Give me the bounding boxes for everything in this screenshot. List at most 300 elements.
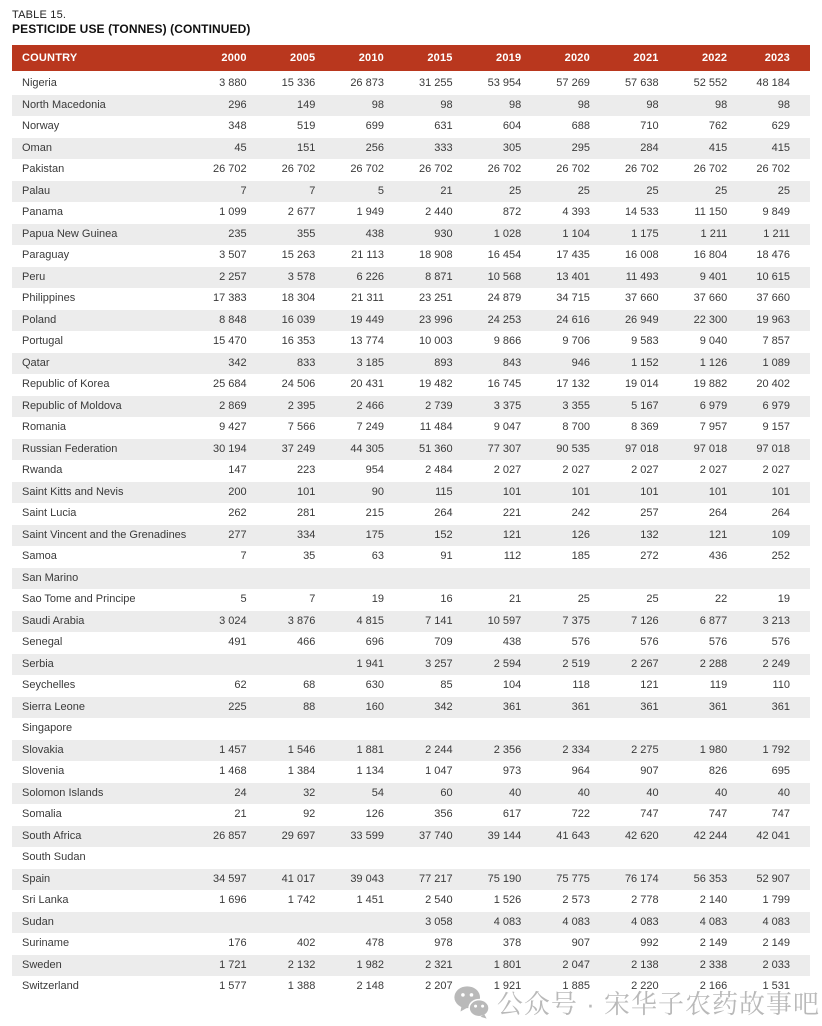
country-cell: Russian Federation (22, 442, 118, 455)
value-cell: 37 660 (693, 292, 728, 304)
value-cell: 97 018 (624, 442, 659, 455)
table-row (12, 697, 810, 719)
value-cell: 57 269 (556, 77, 590, 89)
value-cell: 2 540 (425, 894, 453, 906)
value-cell: 355 (296, 227, 316, 240)
country-cell: Saint Vincent and the Grenadines (22, 528, 187, 541)
value-cell: 1 468 (219, 765, 247, 777)
value-cell: 2 334 (562, 743, 590, 756)
value-cell: 11 484 (419, 421, 453, 433)
value-cell: 257 (640, 507, 659, 519)
value-cell: 147 (228, 464, 247, 476)
value-cell: 16 804 (693, 249, 728, 261)
table-row (12, 611, 810, 633)
value-cell: 8 700 (562, 421, 590, 433)
value-cell: 13 774 (350, 335, 384, 347)
value-cell: 57 638 (624, 77, 659, 89)
value-cell: 21 (440, 184, 453, 197)
value-cell (741, 568, 810, 590)
value-cell: 30 194 (213, 442, 247, 455)
value-cell (467, 718, 536, 740)
country-cell: Palau (22, 184, 51, 197)
country-cell: San Marino (22, 571, 79, 584)
value-cell: 26 702 (350, 163, 384, 175)
country-cell: Republic of Moldova (22, 399, 122, 412)
value-cell: 56 353 (693, 872, 728, 885)
value-cell: 1 104 (562, 227, 590, 240)
value-cell: 39 144 (487, 829, 522, 842)
table-row (12, 654, 810, 676)
value-cell: 7 141 (425, 614, 453, 627)
value-cell (673, 568, 742, 590)
value-cell: 26 857 (213, 829, 247, 842)
value-cell: 88 (303, 700, 316, 713)
value-cell: 110 (772, 679, 790, 691)
value-cell: 7 (309, 184, 316, 197)
value-cell: 42 244 (693, 829, 728, 842)
value-cell: 7 (240, 550, 247, 562)
value-cell: 4 083 (762, 915, 790, 928)
value-cell: 1 531 (762, 980, 790, 992)
value-cell: 833 (296, 356, 316, 369)
value-cell: 40 (577, 786, 590, 799)
table-body (12, 72, 810, 998)
value-cell: 747 (640, 808, 659, 820)
value-cell: 519 (296, 120, 316, 132)
value-cell: 53 954 (487, 77, 522, 89)
value-cell: 2 148 (356, 980, 384, 992)
country-cell: Panama (22, 206, 63, 218)
value-cell: 295 (571, 141, 590, 154)
table-row (12, 417, 810, 439)
value-cell: 40 (777, 786, 790, 799)
value-cell: 26 873 (350, 77, 384, 89)
value-cell: 1 134 (356, 765, 384, 777)
value-cell: 101 (296, 485, 316, 498)
country-cell: Oman (22, 141, 52, 154)
table-row (12, 933, 810, 955)
value-cell: 22 300 (693, 313, 728, 326)
value-cell: 40 (715, 786, 728, 799)
country-cell: Somalia (22, 808, 62, 820)
value-cell (673, 718, 742, 740)
value-cell: 39 043 (350, 872, 384, 885)
value-cell (329, 847, 398, 869)
country-cell: Serbia (22, 657, 54, 670)
value-cell: 19 482 (418, 378, 453, 390)
country-cell: Slovenia (22, 765, 65, 777)
country-cell: Paraguay (22, 249, 70, 261)
value-cell: 378 (502, 937, 522, 949)
value-cell: 1 885 (562, 980, 590, 992)
value-cell: 2 220 (631, 980, 659, 992)
value-cell: 710 (640, 120, 659, 132)
value-cell: 1 941 (356, 657, 384, 670)
value-cell: 98 (509, 98, 522, 111)
value-cell: 13 401 (556, 270, 590, 283)
column-header-year: 2019 (467, 45, 536, 72)
value-cell: 54 (371, 786, 384, 799)
value-cell: 8 848 (219, 313, 247, 326)
value-cell: 19 (777, 593, 790, 605)
value-cell: 2 519 (562, 657, 590, 670)
value-cell: 25 684 (213, 378, 247, 390)
country-cell: Solomon Islands (22, 786, 104, 799)
value-cell: 26 702 (624, 163, 659, 175)
value-cell: 225 (228, 700, 247, 713)
value-cell (192, 847, 261, 869)
value-cell: 11 493 (625, 270, 659, 283)
table-row (12, 310, 810, 332)
value-cell: 26 702 (418, 163, 453, 175)
column-header-year: 2020 (535, 45, 604, 72)
value-cell: 25 (777, 184, 790, 197)
table-row (12, 783, 810, 805)
table-row (12, 740, 810, 762)
table-row (12, 955, 810, 977)
table-row (12, 912, 810, 934)
value-cell: 15 470 (213, 335, 247, 347)
table-row (12, 72, 810, 95)
value-cell: 1 799 (762, 894, 790, 906)
value-cell: 90 535 (556, 442, 590, 455)
value-cell: 185 (571, 550, 590, 562)
value-cell: 10 003 (418, 335, 453, 347)
value-cell: 826 (708, 765, 728, 777)
value-cell: 152 (434, 528, 453, 541)
value-cell: 2 321 (425, 958, 453, 971)
value-cell: 361 (640, 700, 659, 713)
value-cell: 930 (434, 227, 453, 240)
value-cell: 992 (640, 937, 659, 949)
table-row (12, 568, 810, 590)
value-cell: 16 039 (281, 313, 316, 326)
value-cell: 18 908 (418, 249, 453, 261)
table-row (12, 331, 810, 353)
value-cell: 242 (571, 507, 590, 519)
value-cell: 3 185 (356, 356, 384, 369)
value-cell: 15 263 (281, 249, 316, 261)
value-cell: 2 440 (425, 206, 453, 218)
value-cell: 98 (371, 98, 384, 111)
value-cell: 342 (228, 356, 247, 369)
country-cell: Sierra Leone (22, 700, 85, 713)
value-cell: 21 (509, 593, 522, 605)
value-cell: 16 353 (281, 335, 316, 347)
value-cell: 277 (228, 528, 247, 541)
value-cell: 3 876 (287, 614, 316, 627)
value-cell: 19 963 (756, 313, 790, 326)
value-cell (467, 847, 536, 869)
value-cell: 1 384 (287, 765, 316, 777)
value-cell: 2 484 (425, 464, 453, 476)
table-row (12, 847, 810, 869)
column-header-year: 2010 (329, 45, 398, 72)
value-cell: 9 706 (562, 335, 590, 347)
value-cell: 7 (309, 593, 316, 605)
value-cell: 361 (571, 700, 590, 713)
value-cell (261, 654, 330, 676)
value-cell: 200 (228, 485, 247, 498)
value-cell: 973 (502, 765, 522, 777)
value-cell: 126 (365, 808, 384, 820)
value-cell: 25 (577, 593, 590, 605)
value-cell: 98 (440, 98, 453, 111)
value-cell: 491 (228, 636, 247, 648)
value-cell: 2 149 (762, 937, 790, 949)
value-cell: 978 (434, 937, 453, 949)
value-cell: 20 402 (756, 378, 790, 390)
value-cell: 235 (228, 227, 247, 240)
value-cell: 35 (303, 550, 316, 562)
value-cell: 264 (771, 507, 790, 519)
country-cell: Portugal (22, 335, 63, 347)
value-cell: 2 027 (631, 464, 659, 476)
country-cell: Sao Tome and Principe (22, 593, 136, 605)
value-cell: 722 (571, 808, 590, 820)
value-cell: 907 (571, 937, 590, 949)
value-cell: 75 190 (487, 872, 522, 885)
table-row (12, 439, 810, 461)
country-cell: Romania (22, 421, 67, 433)
value-cell: 34 597 (213, 872, 247, 885)
country-cell: Pakistan (22, 163, 65, 175)
value-cell: 1 949 (356, 206, 384, 218)
value-cell: 32 (303, 786, 316, 799)
value-cell: 893 (434, 356, 453, 369)
country-cell: Sudan (22, 915, 54, 928)
column-header-year: 2021 (604, 45, 673, 72)
value-cell: 709 (434, 636, 453, 648)
value-cell: 19 449 (350, 313, 384, 326)
table-row (12, 632, 810, 654)
table-row (12, 546, 810, 568)
value-cell: 7 (240, 184, 247, 197)
value-cell: 2 140 (699, 894, 728, 906)
title-block (12, 8, 810, 36)
value-cell: 361 (502, 700, 522, 713)
value-cell: 9 047 (493, 421, 522, 433)
value-cell (329, 912, 398, 934)
value-cell: 45 (234, 141, 247, 154)
value-cell: 51 360 (418, 442, 453, 455)
value-cell: 272 (640, 550, 659, 562)
value-cell: 9 427 (219, 421, 247, 433)
table-row (12, 482, 810, 504)
value-cell: 26 702 (487, 163, 522, 175)
value-cell (604, 847, 673, 869)
value-cell: 19 014 (624, 378, 659, 390)
country-cell: Norway (22, 120, 60, 132)
value-cell: 2 573 (562, 894, 590, 906)
value-cell: 17 132 (556, 378, 590, 390)
value-cell: 18 476 (756, 249, 790, 261)
country-cell: Qatar (22, 356, 50, 369)
value-cell: 5 (240, 593, 247, 605)
value-cell: 9 583 (631, 335, 659, 347)
value-cell: 631 (434, 120, 453, 132)
value-cell: 2 869 (219, 399, 247, 412)
value-cell: 62 (234, 679, 247, 691)
value-cell: 9 157 (762, 421, 790, 433)
value-cell: 37 660 (756, 292, 790, 304)
pesticide-use-table (12, 45, 810, 998)
table-row (12, 245, 810, 267)
value-cell: 4 815 (356, 614, 384, 627)
value-cell: 101 (708, 485, 728, 498)
country-cell: Senegal (22, 636, 63, 648)
table-row (12, 589, 810, 611)
value-cell: 2 739 (425, 399, 453, 412)
value-cell (329, 568, 398, 590)
table-row (12, 138, 810, 160)
value-cell (741, 718, 810, 740)
value-cell: 747 (771, 808, 790, 820)
value-cell: 16 008 (624, 249, 659, 261)
value-cell: 119 (709, 679, 728, 691)
table-row (12, 503, 810, 525)
value-cell: 63 (371, 550, 384, 562)
value-cell: 438 (502, 636, 522, 648)
table-row (12, 288, 810, 310)
value-cell: 26 949 (624, 313, 659, 326)
value-cell: 604 (502, 120, 522, 132)
value-cell: 24 616 (556, 313, 590, 326)
value-cell: 2 288 (699, 657, 728, 670)
value-cell: 76 174 (624, 872, 659, 885)
value-cell: 109 (771, 528, 790, 541)
value-cell: 98 (777, 98, 790, 111)
value-cell: 1 696 (219, 894, 247, 906)
value-cell: 436 (708, 550, 728, 562)
watermark-text: 公众号 · 宋华子农药故事吧 (496, 988, 820, 1019)
column-header-year: 2023 (741, 45, 810, 72)
value-cell: 37 249 (281, 442, 316, 455)
value-cell (535, 568, 604, 590)
value-cell: 7 566 (287, 421, 316, 433)
country-cell: Sri Lanka (22, 894, 69, 906)
country-cell: Poland (22, 313, 57, 326)
country-cell: Seychelles (22, 679, 76, 691)
value-cell: 8 871 (425, 270, 453, 283)
table-row (12, 718, 810, 740)
value-cell: 2 149 (699, 937, 728, 949)
table-row (12, 202, 810, 224)
value-cell: 1 526 (493, 894, 522, 906)
value-cell: 762 (708, 120, 728, 132)
value-cell: 2 027 (493, 464, 522, 476)
value-cell: 41 017 (281, 872, 316, 885)
value-cell: 964 (571, 765, 590, 777)
value-cell: 617 (502, 808, 522, 820)
value-cell: 101 (640, 485, 659, 498)
column-header-year: 2022 (673, 45, 742, 72)
table-row (12, 116, 810, 138)
country-cell: South Sudan (22, 851, 86, 863)
country-cell: Rwanda (22, 464, 63, 476)
value-cell: 361 (708, 700, 728, 713)
value-cell: 7 857 (762, 335, 790, 347)
value-cell: 24 (234, 786, 247, 799)
value-cell: 843 (502, 356, 522, 369)
table-row (12, 267, 810, 289)
value-cell: 696 (365, 636, 384, 648)
value-cell: 176 (228, 937, 247, 949)
value-cell: 26 702 (213, 163, 247, 175)
value-cell (192, 654, 261, 676)
value-cell: 91 (440, 550, 453, 562)
value-cell: 37 740 (418, 829, 453, 842)
value-cell: 1 175 (631, 227, 659, 240)
value-cell: 9 849 (762, 206, 790, 218)
value-cell: 24 506 (281, 378, 316, 390)
value-cell: 2 207 (425, 980, 453, 992)
value-cell: 98 (577, 98, 590, 111)
value-cell: 92 (303, 808, 316, 820)
value-cell: 9 401 (699, 270, 728, 283)
value-cell: 15 336 (281, 77, 316, 89)
value-cell: 438 (365, 227, 384, 240)
value-cell: 6 877 (699, 614, 728, 627)
value-cell (673, 847, 742, 869)
value-cell (535, 718, 604, 740)
value-cell: 415 (708, 141, 728, 154)
value-cell: 1 457 (219, 743, 247, 756)
value-cell: 3 375 (493, 399, 522, 412)
country-cell: Spain (22, 872, 51, 885)
table-row (12, 890, 810, 912)
value-cell: 6 979 (699, 399, 728, 412)
value-cell: 1 126 (699, 356, 728, 369)
table-row (12, 826, 810, 848)
value-cell: 334 (296, 528, 316, 541)
value-cell: 175 (365, 528, 384, 541)
table-row (12, 761, 810, 783)
country-cell: Saint Lucia (22, 507, 77, 519)
value-cell (604, 568, 673, 590)
value-cell: 151 (296, 141, 316, 154)
value-cell: 126 (571, 528, 590, 541)
value-cell: 1 577 (219, 980, 247, 992)
value-cell: 3 257 (425, 657, 453, 670)
value-cell: 2 047 (562, 958, 590, 971)
value-cell: 90 (371, 485, 384, 498)
value-cell: 8 369 (631, 421, 659, 433)
value-cell: 281 (296, 507, 316, 519)
value-cell: 17 435 (556, 249, 590, 261)
value-cell: 85 (440, 679, 453, 691)
value-cell: 1 451 (356, 894, 384, 906)
value-cell: 361 (771, 700, 790, 713)
value-cell: 25 (509, 184, 522, 197)
country-cell: Peru (22, 270, 46, 283)
value-cell: 101 (502, 485, 522, 498)
value-cell (261, 568, 330, 590)
value-cell: 3 355 (562, 399, 590, 412)
value-cell: 342 (434, 700, 453, 713)
value-cell: 75 775 (556, 872, 590, 885)
value-cell: 24 253 (487, 313, 522, 326)
value-cell: 97 018 (756, 442, 790, 455)
value-cell: 9 040 (699, 335, 728, 347)
value-cell: 699 (365, 120, 384, 132)
value-cell: 14 533 (624, 206, 659, 218)
value-cell: 872 (502, 206, 522, 218)
table-row (12, 159, 810, 181)
value-cell: 2 677 (287, 206, 316, 218)
value-cell: 7 126 (631, 614, 659, 627)
country-cell: Switzerland (22, 980, 79, 992)
